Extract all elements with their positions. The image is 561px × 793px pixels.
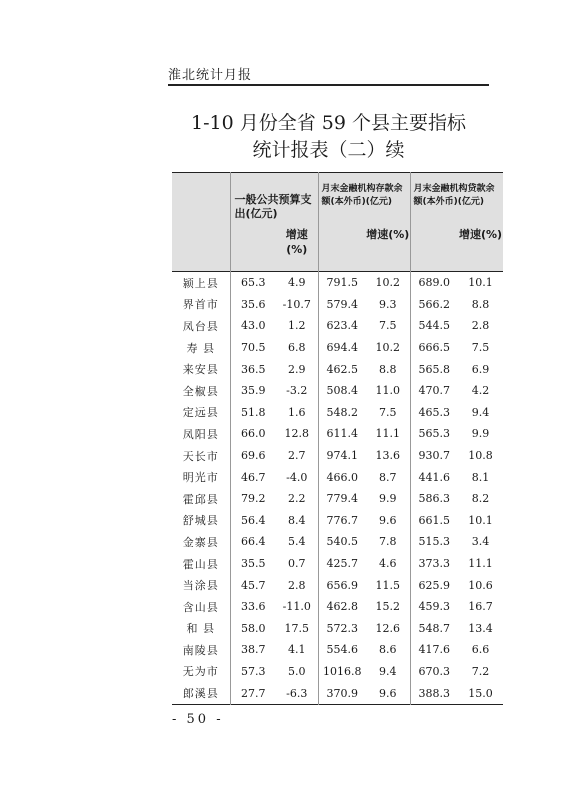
county-cell: 全椒县 xyxy=(182,384,219,398)
loans-growth-cell: 10.6 xyxy=(468,578,493,592)
budget-cell: 56.4 xyxy=(230,510,276,532)
county-cell: 和 县 xyxy=(186,622,215,636)
loans-cell: 586.3 xyxy=(410,488,458,510)
loans-growth-cell: 8.8 xyxy=(471,297,490,311)
budget-cell: 69.6 xyxy=(230,445,276,467)
table-row xyxy=(172,618,503,640)
deposits-growth-cell: 10.2 xyxy=(375,276,400,290)
deposits-cell: 370.9 xyxy=(318,682,366,704)
loans-cell: 625.9 xyxy=(410,574,458,596)
table-row xyxy=(172,466,503,488)
county-cell: 来安县 xyxy=(182,363,219,377)
budget-growth-cell: -3.2 xyxy=(286,384,308,398)
budget-growth-cell: 6.8 xyxy=(288,341,306,355)
table-row xyxy=(172,682,503,704)
table-row xyxy=(172,531,503,553)
table-row xyxy=(172,445,503,467)
county-cell: 天长市 xyxy=(182,449,219,463)
budget-cell: 45.7 xyxy=(230,574,276,596)
budget-cell: 65.3 xyxy=(230,272,276,294)
budget-cell: 79.2 xyxy=(230,488,276,510)
budget-cell: 58.0 xyxy=(230,618,276,640)
deposits-cell: 623.4 xyxy=(318,315,366,337)
budget-growth-cell: 4.1 xyxy=(288,643,306,657)
table-row xyxy=(172,337,503,359)
loans-growth-cell: 16.7 xyxy=(468,600,493,614)
table-row xyxy=(172,574,503,596)
budget-cell: 27.7 xyxy=(230,682,276,704)
loans-growth-subheader xyxy=(458,221,503,272)
loans-cell: 689.0 xyxy=(410,272,458,294)
deposits-header-text: 月末金融机构存款余额(本外币)(亿元) xyxy=(321,184,403,207)
deposits-growth-cell: 7.5 xyxy=(379,319,397,333)
budget-cell: 43.0 xyxy=(230,315,276,337)
table-row xyxy=(172,596,503,618)
table-row xyxy=(172,380,503,402)
table-row xyxy=(172,661,503,683)
page-number: - 50 - xyxy=(172,712,224,727)
loans-growth-cell: 10.1 xyxy=(468,513,493,527)
budget-growth-subheader xyxy=(276,221,318,272)
loans-growth-cell: 7.2 xyxy=(471,664,490,678)
deposits-cell: 791.5 xyxy=(318,272,366,294)
deposits-growth-cell: 13.6 xyxy=(375,449,400,463)
loans-growth-cell: 6.6 xyxy=(471,643,490,657)
deposits-cell: 554.6 xyxy=(318,639,366,661)
budget-cell: 66.0 xyxy=(230,423,276,445)
budget-growth-cell: 2.7 xyxy=(288,449,306,463)
budget-cell: 36.5 xyxy=(230,358,276,380)
budget-cell: 33.6 xyxy=(230,596,276,618)
table-row xyxy=(172,402,503,424)
budget-growth-cell: 4.9 xyxy=(288,276,306,290)
county-cell: 寿 县 xyxy=(186,341,215,355)
deposits-cell: 466.0 xyxy=(318,466,366,488)
deposits-growth-cell: 12.6 xyxy=(375,621,400,635)
loans-growth-cell: 8.2 xyxy=(471,492,490,506)
budget-growth-label: 增速(%) xyxy=(285,228,308,256)
deposits-growth-label: 增速(%) xyxy=(366,228,410,241)
budget-growth-cell: 17.5 xyxy=(284,621,309,635)
budget-cell: 35.5 xyxy=(230,553,276,575)
deposits-growth-cell: 9.3 xyxy=(379,297,397,311)
deposits-cell: 656.9 xyxy=(318,574,366,596)
budget-growth-cell: -6.3 xyxy=(286,686,308,700)
county-cell: 霍邱县 xyxy=(182,492,219,506)
table-row xyxy=(172,488,503,510)
deposits-cell: 779.4 xyxy=(318,488,366,510)
budget-growth-cell: 8.4 xyxy=(288,513,306,527)
budget-growth-cell: -11.0 xyxy=(282,600,311,614)
loans-cell: 548.7 xyxy=(410,618,458,640)
county-cell: 界首市 xyxy=(182,298,219,312)
loans-cell: 930.7 xyxy=(410,445,458,467)
budget-cell: 51.8 xyxy=(230,402,276,424)
deposits-cell: 1016.8 xyxy=(318,661,366,683)
deposits-cell: 425.7 xyxy=(318,553,366,575)
loans-growth-cell: 3.4 xyxy=(471,535,490,549)
loans-cell: 459.3 xyxy=(410,596,458,618)
loans-cell: 666.5 xyxy=(410,337,458,359)
table-row xyxy=(172,553,503,575)
budget-cell: 38.7 xyxy=(230,639,276,661)
loans-growth-cell: 8.1 xyxy=(471,470,490,484)
loans-growth-cell: 10.8 xyxy=(468,449,493,463)
deposits-cell: 548.2 xyxy=(318,402,366,424)
budget-growth-cell: 5.0 xyxy=(288,664,306,678)
deposits-cell: 462.5 xyxy=(318,358,366,380)
loans-growth-cell: 6.9 xyxy=(471,362,490,376)
deposits-growth-cell: 8.8 xyxy=(379,362,397,376)
table-row xyxy=(172,639,503,661)
county-cell: 定远县 xyxy=(182,406,219,420)
budget-cell: 46.7 xyxy=(230,466,276,488)
loans-header xyxy=(410,173,503,222)
loans-cell: 465.3 xyxy=(410,402,458,424)
deposits-growth-cell: 7.5 xyxy=(379,405,397,419)
deposits-growth-subheader xyxy=(366,221,410,272)
county-cell: 当涂县 xyxy=(182,579,219,593)
table-row xyxy=(172,423,503,445)
title-line-2: 统计报表（二）续 xyxy=(252,139,405,161)
loans-cell: 388.3 xyxy=(410,682,458,704)
deposits-value-subheader xyxy=(318,221,366,272)
loans-cell: 470.7 xyxy=(410,380,458,402)
budget-cell: 70.5 xyxy=(230,337,276,359)
deposits-cell: 462.8 xyxy=(318,596,366,618)
loans-growth-cell: 15.0 xyxy=(468,686,493,700)
loans-growth-cell: 4.2 xyxy=(471,384,490,398)
budget-cell: 66.4 xyxy=(230,531,276,553)
county-cell: 凤台县 xyxy=(182,319,219,333)
table-row xyxy=(172,294,503,316)
budget-growth-cell: -4.0 xyxy=(286,470,308,484)
publication-header: 淮北统计月报 xyxy=(168,68,253,83)
loans-cell: 670.3 xyxy=(410,661,458,683)
loans-growth-cell: 13.4 xyxy=(468,621,493,635)
county-header xyxy=(172,173,230,272)
county-cell: 含山县 xyxy=(182,600,219,614)
loans-growth-cell: 2.8 xyxy=(471,319,490,333)
county-cell: 霍山县 xyxy=(182,557,219,571)
deposits-cell: 508.4 xyxy=(318,380,366,402)
loans-cell: 566.2 xyxy=(410,294,458,316)
deposits-growth-cell: 11.5 xyxy=(375,578,400,592)
budget-growth-cell: 2.9 xyxy=(288,362,306,376)
budget-growth-cell: 12.8 xyxy=(284,427,309,441)
table-row xyxy=(172,358,503,380)
loans-cell: 441.6 xyxy=(410,466,458,488)
deposits-growth-cell: 10.2 xyxy=(375,341,400,355)
budget-growth-cell: 0.7 xyxy=(288,557,306,571)
deposits-cell: 572.3 xyxy=(318,618,366,640)
deposits-growth-cell: 9.4 xyxy=(379,664,397,678)
deposits-growth-cell: 11.1 xyxy=(375,427,400,441)
budget-cell: 35.9 xyxy=(230,380,276,402)
budget-cell: 35.6 xyxy=(230,294,276,316)
deposits-cell: 974.1 xyxy=(318,445,366,467)
county-indicators-table xyxy=(172,172,503,705)
title-line-1: 1-10 月份全省 59 个县主要指标 xyxy=(191,112,466,134)
budget-header xyxy=(230,173,318,222)
budget-growth-cell: 1.6 xyxy=(288,405,306,419)
deposits-growth-cell: 9.9 xyxy=(379,492,397,506)
county-cell: 明光市 xyxy=(182,471,219,485)
table-row xyxy=(172,272,503,294)
budget-cell: 57.3 xyxy=(230,661,276,683)
deposits-cell: 611.4 xyxy=(318,423,366,445)
deposits-cell: 694.4 xyxy=(318,337,366,359)
deposits-growth-cell: 9.6 xyxy=(379,513,397,527)
deposits-growth-cell: 9.6 xyxy=(379,686,397,700)
loans-growth-cell: 10.1 xyxy=(468,276,493,290)
budget-growth-cell: -10.7 xyxy=(282,297,311,311)
deposits-cell: 579.4 xyxy=(318,294,366,316)
county-cell: 舒城县 xyxy=(182,514,219,528)
loans-cell: 661.5 xyxy=(410,510,458,532)
county-cell: 南陵县 xyxy=(182,643,219,657)
budget-growth-cell: 5.4 xyxy=(288,535,306,549)
loans-cell: 417.6 xyxy=(410,639,458,661)
loans-header-text: 月末金融机构贷款余额(本外币)(亿元) xyxy=(413,184,495,207)
county-cell: 郎溪县 xyxy=(182,687,219,701)
loans-growth-label: 增速(%) xyxy=(458,228,503,241)
loans-value-subheader xyxy=(410,221,458,272)
budget-growth-cell: 2.8 xyxy=(288,578,306,592)
loans-cell: 515.3 xyxy=(410,531,458,553)
loans-growth-cell: 11.1 xyxy=(468,557,493,571)
budget-value-subheader xyxy=(230,221,276,272)
loans-growth-cell: 9.4 xyxy=(471,405,490,419)
deposits-growth-cell: 7.8 xyxy=(379,535,397,549)
loans-cell: 544.5 xyxy=(410,315,458,337)
loans-cell: 373.3 xyxy=(410,553,458,575)
budget-growth-cell: 1.2 xyxy=(288,319,306,333)
budget-header-text: 一般公共预算支出(亿元) xyxy=(234,193,312,220)
deposits-cell: 540.5 xyxy=(318,531,366,553)
deposits-growth-cell: 11.0 xyxy=(375,384,400,398)
county-cell: 颍上县 xyxy=(182,276,219,290)
loans-growth-cell: 9.9 xyxy=(471,427,490,441)
deposits-growth-cell: 4.6 xyxy=(379,557,397,571)
deposits-growth-cell: 15.2 xyxy=(375,600,400,614)
deposits-cell: 776.7 xyxy=(318,510,366,532)
header-rule xyxy=(168,84,489,86)
county-cell: 凤阳县 xyxy=(182,427,219,441)
page-title xyxy=(168,110,489,164)
county-cell: 金寨县 xyxy=(182,535,219,549)
deposits-growth-cell: 8.7 xyxy=(379,470,397,484)
loans-growth-cell: 7.5 xyxy=(471,341,490,355)
loans-cell: 565.3 xyxy=(410,423,458,445)
deposits-growth-cell: 8.6 xyxy=(379,643,397,657)
deposits-header xyxy=(318,173,410,222)
county-cell: 无为市 xyxy=(182,665,219,679)
table-row xyxy=(172,510,503,532)
loans-cell: 565.8 xyxy=(410,358,458,380)
table-row xyxy=(172,315,503,337)
budget-growth-cell: 2.2 xyxy=(288,492,306,506)
